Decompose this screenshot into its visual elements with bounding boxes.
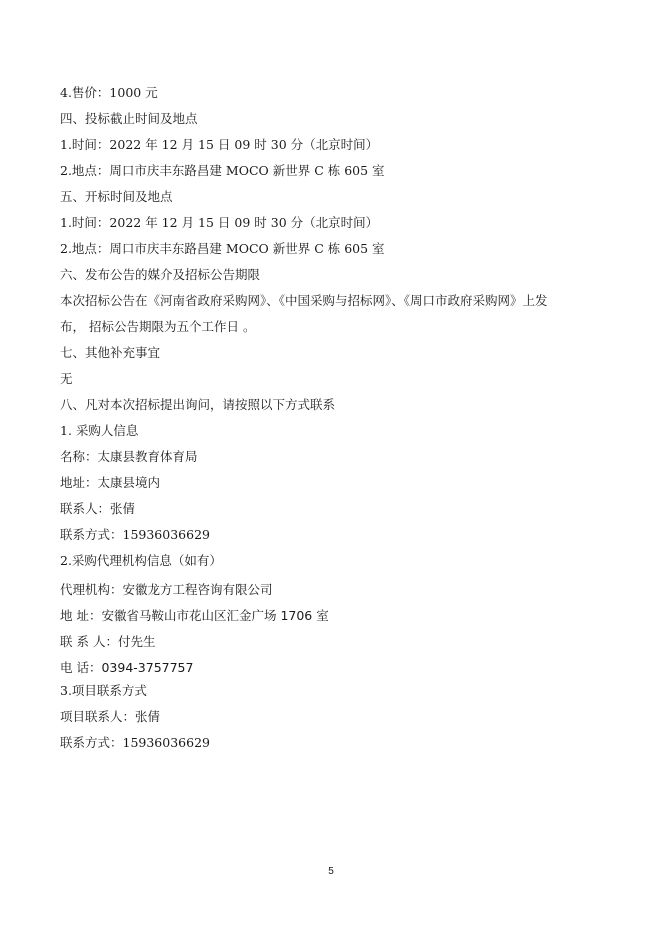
bid-deadline-location: 2.地点：周口市庆丰东路昌建 MOCO 新世界 C 栋 605 室 <box>60 163 385 178</box>
bid-opening-time: 1.时间：2022 年 12 月 15 日 09 时 30 分（北京时间） <box>60 215 379 230</box>
section-heading-bid-opening: 五、开标时间及地点 <box>60 189 173 204</box>
section-heading-bid-deadline: 四、投标截止时间及地点 <box>60 111 198 126</box>
other-matters-text: 无 <box>60 371 73 386</box>
purchaser-address: 地址：太康县境内 <box>60 475 161 490</box>
bid-opening-location: 2.地点：周口市庆丰东路昌建 MOCO 新世界 C 栋 605 室 <box>60 241 385 256</box>
price-line: 4.售价：1000 元 <box>60 85 158 100</box>
section-heading-announcement-media: 六、发布公告的媒介及招标公告期限 <box>60 267 261 282</box>
agency-contact-person: 联 系 人：付先生 <box>60 634 156 649</box>
project-contact-heading: 3.项目联系方式 <box>60 683 147 698</box>
purchaser-phone: 联系方式：15936036629 <box>60 527 210 542</box>
section-heading-contact: 八、凡对本次招标提出询问，请按照以下方式联系 <box>60 397 336 412</box>
agency-phone: 电 话：0394-3757757 <box>60 660 194 675</box>
purchaser-name: 名称：太康县教育体育局 <box>60 449 198 464</box>
purchaser-info-heading: 1. 采购人信息 <box>60 423 139 438</box>
project-contact-phone: 联系方式：15936036629 <box>60 735 210 750</box>
agency-address: 地 址：安徽省马鞍山市花山区汇金广场 1706 室 <box>60 608 329 623</box>
agency-info-heading: 2.采购代理机构信息（如有） <box>60 553 222 568</box>
bid-deadline-time: 1.时间：2022 年 12 月 15 日 09 时 30 分（北京时间） <box>60 137 379 152</box>
agency-name: 代理机构：安徽龙方工程咨询有限公司 <box>60 582 273 597</box>
purchaser-contact-person: 联系人：张倩 <box>60 501 136 516</box>
page-number: 5 <box>328 866 334 877</box>
section-heading-other-matters: 七、其他补充事宜 <box>60 345 161 360</box>
project-contact-person: 项目联系人：张倩 <box>60 709 161 724</box>
announcement-media-text: 本次招标公告在《河南省政府采购网》、《中国采购与招标网》、《周口市政府采购网》上发 <box>60 293 548 308</box>
announcement-period-text: 布， 招标公告期限为五个工作日 。 <box>60 319 256 334</box>
